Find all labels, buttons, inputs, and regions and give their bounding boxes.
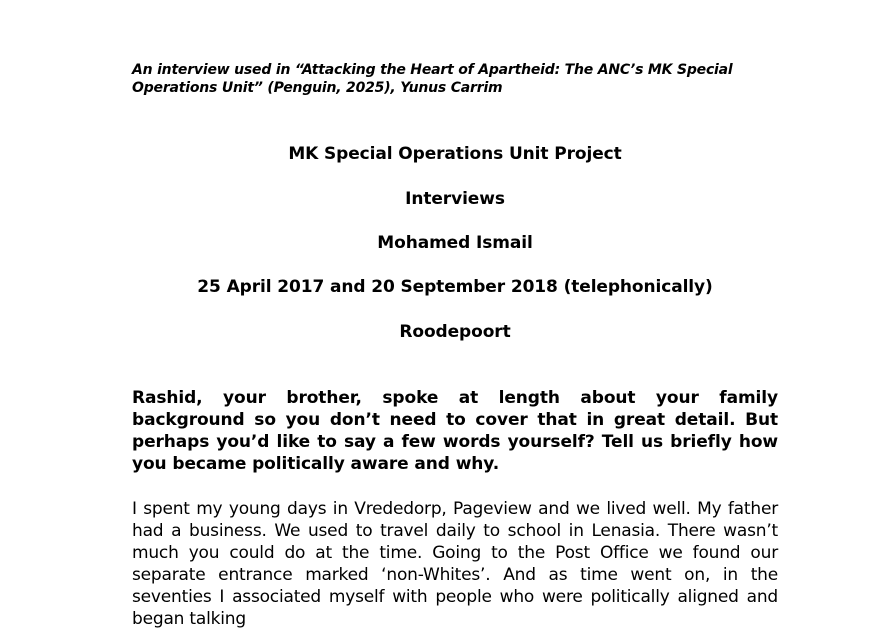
interview-question: Rashid, your brother, spoke at length about your family background so you don’t need to cover that in great detail. But perhaps you’d like to say a few words yourself? Tell us briefly how you became politically aware and why. — [132, 388, 778, 474]
project-title: MK Special Operations Unit Project — [288, 144, 622, 164]
interview-answer: I spent my young days in Vrededorp, Pageview and we lived well. My father had a business. We used to travel daily to school in Lenasia. There wasn’t much you could do at the time. Going to the Post Office we found our separate entrance marked ‘non-Whites’. And as time went on, in the seventies I associated myself with people who were politically aligned and began talking — [132, 499, 778, 629]
interviewee-name: Mohamed Ismail — [377, 233, 533, 253]
section-title: Interviews — [405, 189, 505, 209]
citation-note: An interview used in “Attacking the Heart of Apartheid: The ANC’s MK Special Operations Unit” (Penguin, 2025), Yunus Carrim — [132, 62, 733, 96]
interview-dates: 25 April 2017 and 20 September 2018 (telephonically) — [197, 277, 713, 297]
interview-location: Roodepoort — [399, 322, 511, 342]
